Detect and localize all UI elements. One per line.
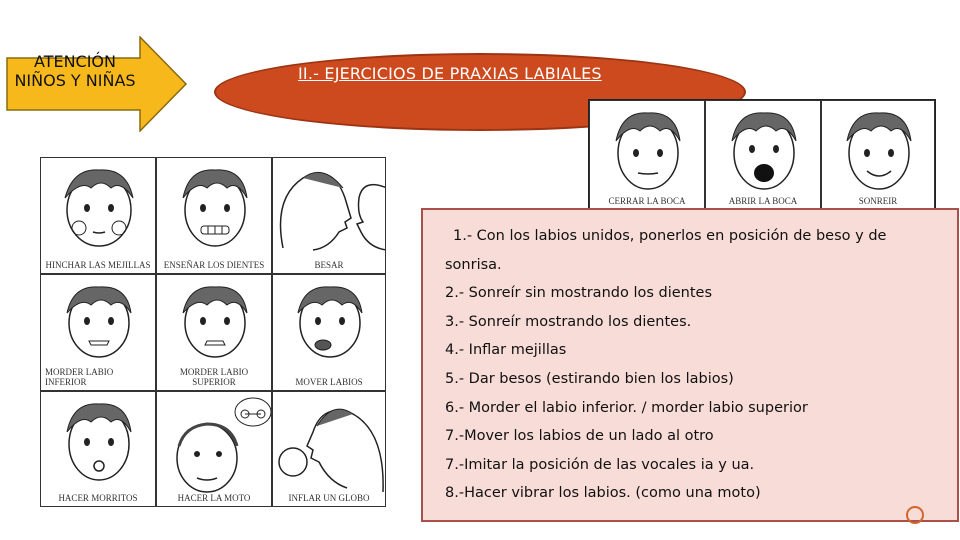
face-card-balloon [272, 391, 386, 507]
boy-face-icon [590, 101, 705, 210]
left-faces-grid [40, 157, 386, 507]
face-card-closed [589, 100, 705, 210]
face-caption: HACER MORRITOS [58, 493, 138, 503]
boy-face-icon [706, 101, 821, 210]
face-caption: INFLAR UN GLOBO [288, 493, 370, 503]
face-card-bite-upper [156, 274, 272, 391]
instruction-item: 7.-Mover los labios de un lado al otro [445, 428, 714, 445]
face-card-pout [40, 391, 156, 507]
instruction-item: 1.- Con los labios unidos, ponerlos en posición de beso y de [453, 228, 887, 244]
face-caption: CERRAR LA BOCA [608, 196, 686, 206]
boy-face-icon [41, 392, 156, 507]
face-card-kiss [272, 157, 386, 274]
top-faces-grid [588, 99, 936, 211]
instruction-item: 5.- Dar besos (estirando bien los labios) [445, 370, 734, 387]
face-card-move-lips [272, 274, 386, 391]
old-man-moto-icon [157, 392, 272, 507]
face-caption: ENSEÑAR LOS DIENTES [163, 260, 265, 270]
corner-circle-icon [906, 506, 924, 524]
boy-face-icon [41, 158, 156, 274]
face-caption: MOVER LABIOS [295, 377, 363, 387]
face-card-bite-lower [40, 274, 156, 391]
face-caption: MORDER LABIO INFERIOR [45, 367, 114, 387]
boy-face-icon [822, 101, 935, 210]
instruction-item: 8.-Hacer vibrar los labios. (como una moto) [445, 485, 761, 502]
face-card-moto [156, 391, 272, 507]
face-caption: HACER LA MOTO [177, 493, 251, 503]
face-caption: BESAR [314, 260, 344, 270]
instruction-item: 3.- Sonreír mostrando los dientes. [445, 313, 692, 330]
face-caption: SONREIR [858, 196, 898, 206]
instruction-item: 7.-Imitar la posición de las vocales ia y ua. [445, 456, 755, 473]
face-card-puffed [40, 157, 156, 274]
face-card-smile [821, 100, 935, 210]
page-title: II.- EJERCICIOS DE PRAXIAS LABIALES [298, 64, 602, 83]
boy-face-icon [157, 158, 272, 274]
instruction-item: 4.- Inflar mejillas [445, 342, 567, 359]
profile-kiss-icon [273, 158, 386, 274]
face-caption: HINCHAR LAS MEJILLAS [45, 260, 151, 270]
face-card-teeth [156, 157, 272, 274]
instruction-item: 6.- Morder el labio inferior. / morder labio superior [445, 399, 808, 416]
instruction-item: sonrisa. [445, 256, 502, 273]
face-caption: MORDER LABIO SUPERIOR [179, 367, 249, 387]
boy-face-icon [273, 275, 386, 391]
instruction-item: 2.- Sonreír sin mostrando los dientes [445, 285, 713, 302]
instructions-box [421, 208, 959, 522]
attention-label: ATENCIÓN NIÑOS Y NIÑAS [14, 52, 136, 90]
face-card-open [705, 100, 821, 210]
profile-balloon-icon [273, 392, 386, 507]
face-caption: ABRIR LA BOCA [728, 196, 798, 206]
